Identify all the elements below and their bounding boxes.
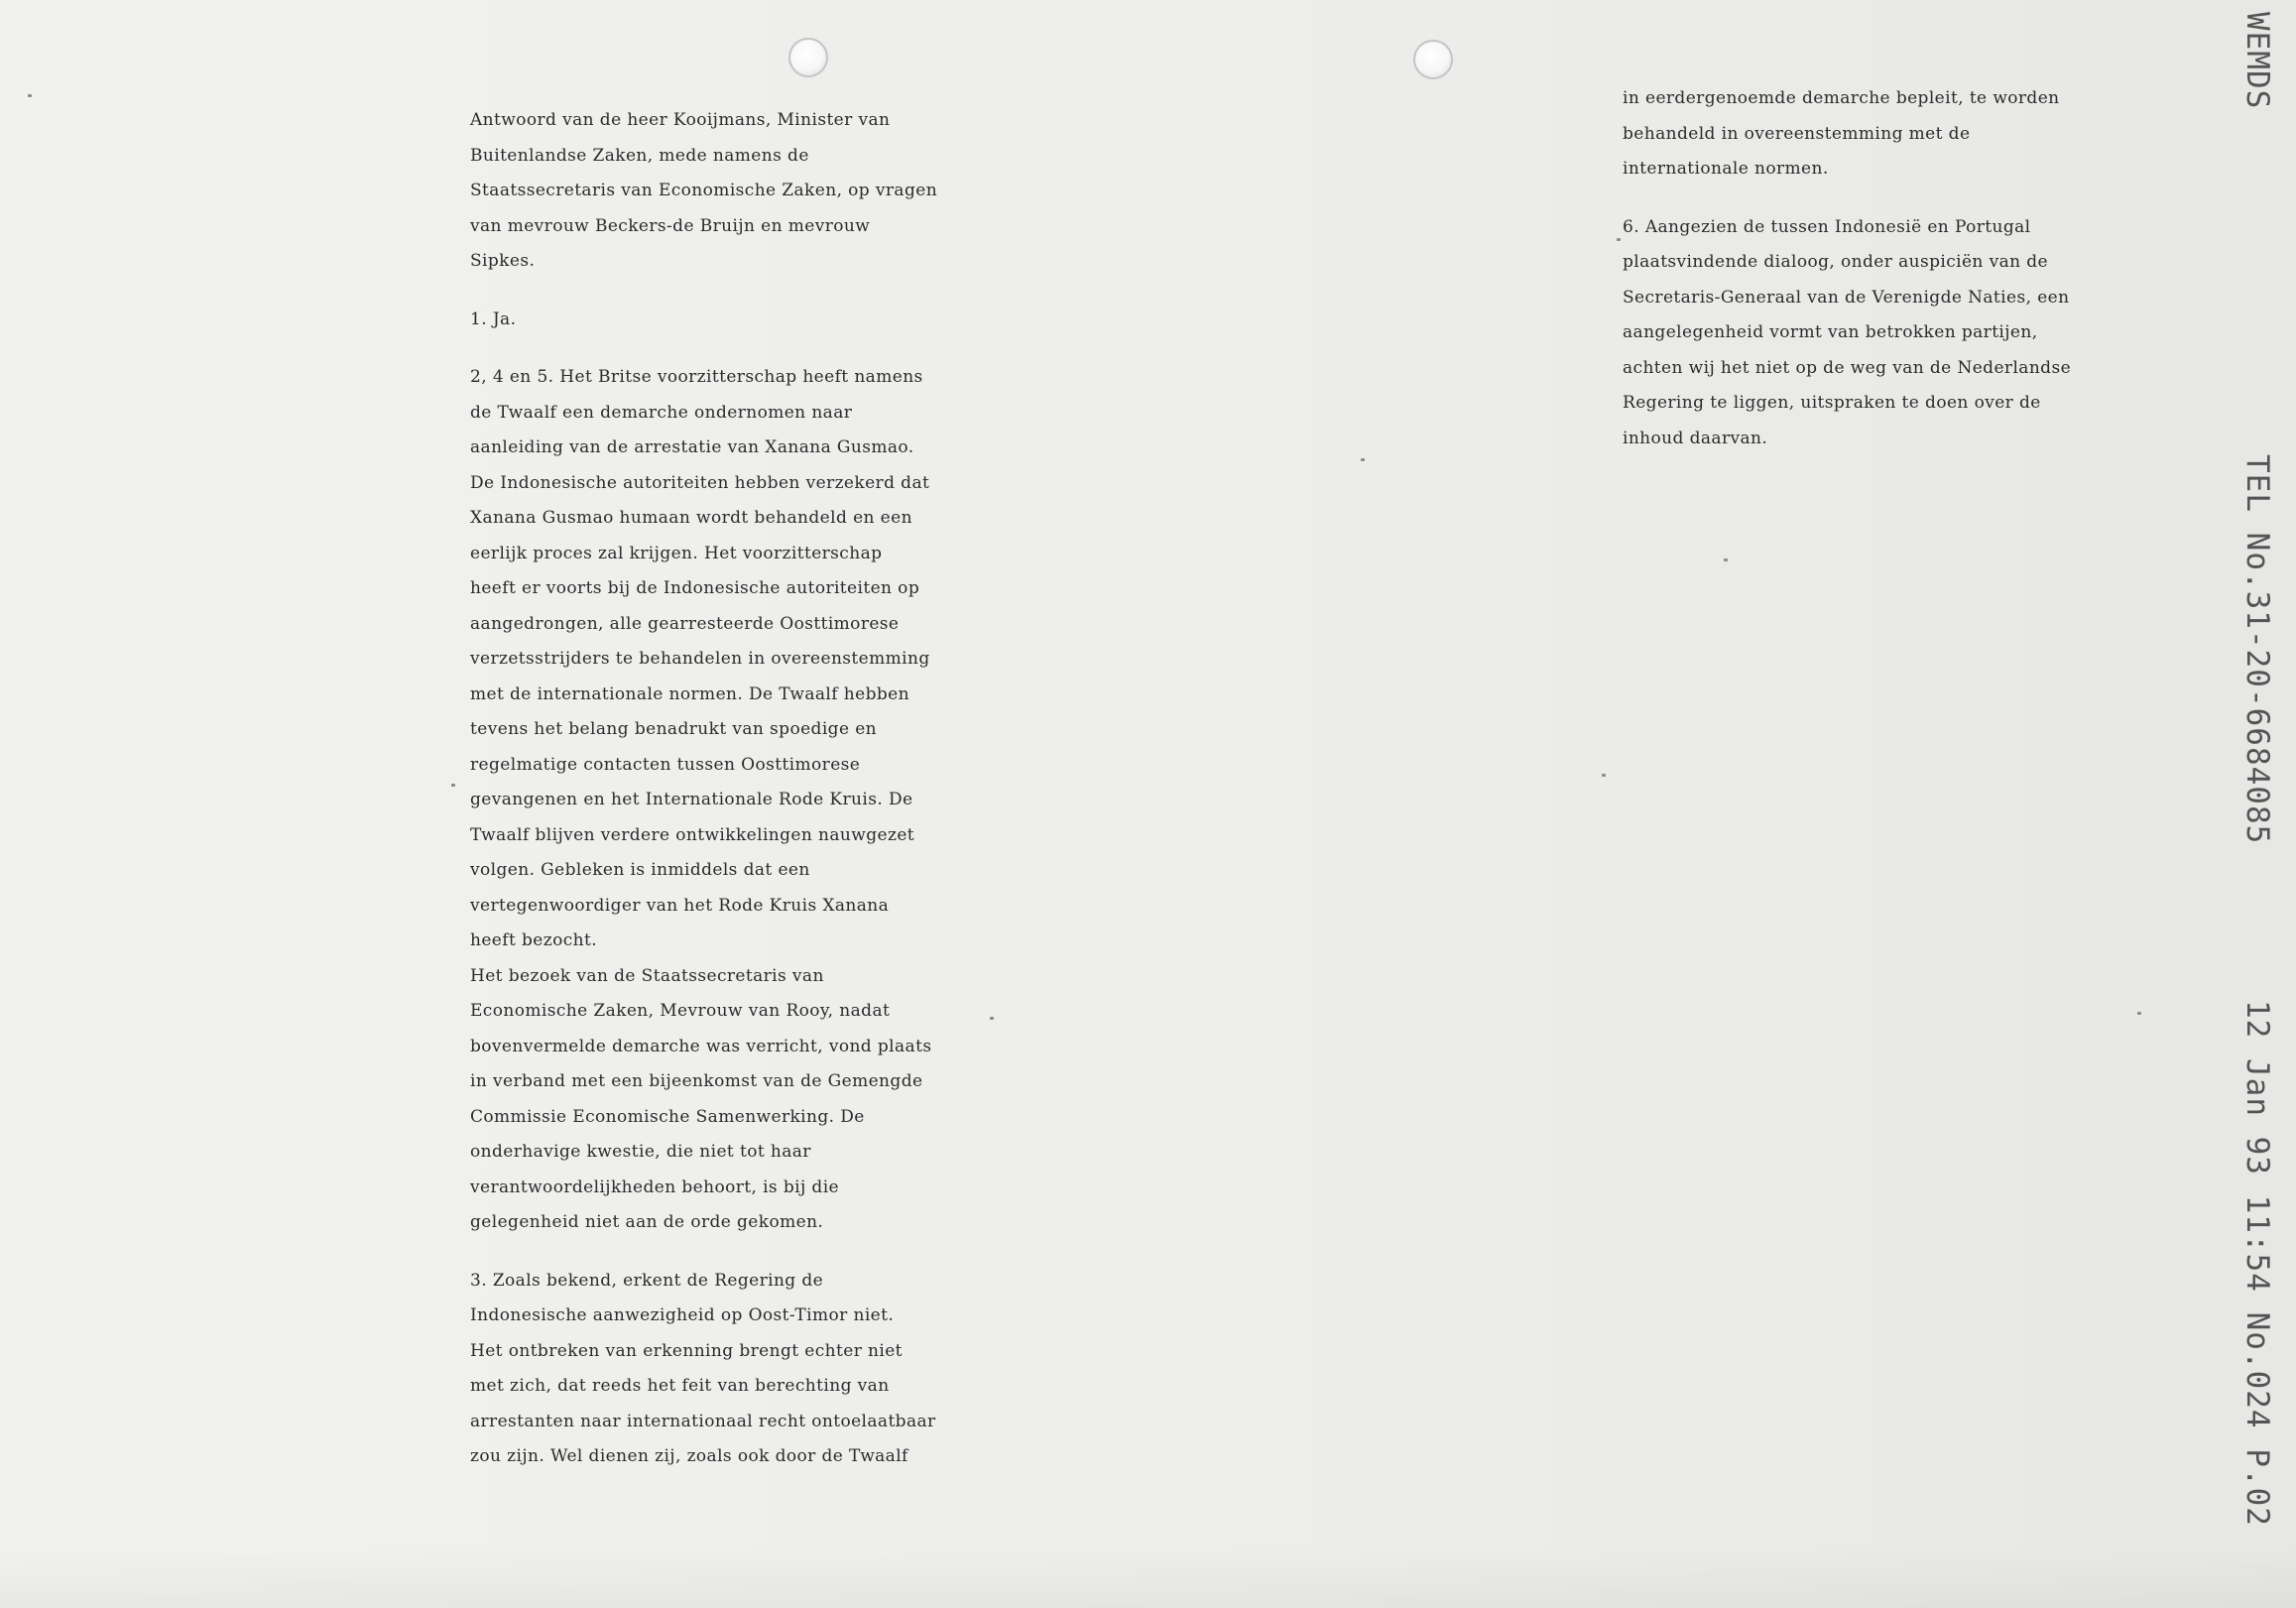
scan-speck	[451, 784, 455, 787]
text-line: regelmatige contacten tussen Oosttimorese	[470, 754, 861, 775]
text-line: 3. Zoals bekend, erkent de Regering de	[470, 1270, 824, 1291]
text-line: met de internationale normen. De Twaalf hebben	[470, 683, 909, 704]
text-line: Het ontbreken van erkenning brengt echter niet	[470, 1340, 903, 1361]
text-line: heeft bezocht.	[470, 930, 598, 950]
text-line: in eerdergenoemde demarche bepleit, te worden	[1623, 88, 2060, 108]
answer-3-paragraph	[470, 1264, 986, 1475]
text-line: tevens het belang benadrukt van spoedige en	[470, 719, 878, 739]
text-line: aangedrongen, alle gearresteerde Oosttimorese	[470, 613, 900, 634]
text-line: onderhavige kwestie, die niet tot haar	[470, 1142, 811, 1162]
text-line: Het bezoek van de Staatssecretaris van	[470, 965, 824, 986]
answer-2-paragraph	[470, 360, 986, 1241]
text-line: inhoud daarvan.	[1623, 428, 1768, 448]
fax-date-page-stamp: 12 Jan 93 11:54 No.024 P.02	[2239, 1000, 2275, 1527]
text-line: arrestanten naar internationaal recht ontoelaatbaar	[470, 1411, 936, 1431]
text-line: in verband met een bijeenkomst van de Gemengde	[470, 1071, 923, 1091]
text-line: Indonesische aanwezigheid op Oost-Timor niet.	[470, 1305, 895, 1325]
text-line: verantwoordelijkheden behoort, is bij die	[470, 1176, 840, 1197]
text-line: met zich, dat reeds het feit van berechting van	[470, 1376, 890, 1396]
text-line: de Twaalf een demarche ondernomen naar	[470, 402, 853, 423]
text-line: vertegenwoordiger van het Rode Kruis Xanana	[470, 895, 890, 916]
left-text-column	[470, 103, 986, 1498]
text-line: behandeld in overeenstemming met de	[1623, 123, 1971, 144]
text-line: bovenvermelde demarche was verricht, vond plaats	[470, 1036, 932, 1056]
answer-1-paragraph	[470, 303, 986, 338]
right-text-column	[1623, 81, 2099, 479]
text-line: Regering te liggen, uitspraken te doen over de	[1623, 393, 2041, 413]
text-line: eerlijk proces zal krijgen. Het voorzitterschap	[470, 543, 883, 563]
text-line: verzetsstrijders te behandelen in overeenstemming	[470, 649, 930, 669]
text-line: 6. Aangezien de tussen Indonesië en Portugal	[1623, 216, 2031, 237]
text-line: plaatsvindende dialoog, onder auspiciën van de	[1623, 252, 2049, 272]
scan-speck	[990, 1017, 994, 1020]
text-line: achten wij het niet op de weg van de Nederlandse	[1623, 357, 2072, 378]
text-line: Twaalf blijven verdere ontwikkelingen nauwgezet	[470, 824, 915, 845]
scan-speck	[1617, 238, 1621, 241]
intro-paragraph	[470, 103, 986, 280]
text-line: zou zijn. Wel dienen zij, zoals ook door de Twaalf	[470, 1446, 908, 1466]
text-line: De Indonesische autoriteiten hebben verzekerd dat	[470, 472, 930, 493]
text-line: gelegenheid niet aan de orde gekomen.	[470, 1212, 824, 1232]
punch-hole-left	[788, 38, 828, 77]
text-line: Buitenlandse Zaken, mede namens de	[470, 145, 809, 166]
page-shadow	[0, 1548, 2296, 1608]
text-line: Xanana Gusmao humaan wordt behandeld en een	[470, 508, 912, 528]
text-line: volgen. Gebleken is inmiddels dat een	[470, 860, 810, 880]
text-line: Staatssecretaris van Economische Zaken, op vragen	[470, 181, 938, 200]
text-line: Antwoord van de heer Kooijmans, Minister van	[470, 110, 891, 130]
text-line: gevangenen en het Internationale Rode Kruis. De	[470, 790, 913, 809]
scan-speck	[1361, 458, 1365, 461]
scan-speck	[1602, 774, 1606, 777]
text-line: heeft er voorts bij de Indonesische autoriteiten op	[470, 578, 920, 598]
text-line: 2, 4 en 5. Het Britse voorzitterschap heeft namens	[470, 367, 923, 387]
text-line: Sipkes.	[470, 251, 536, 271]
scan-speck	[28, 94, 32, 97]
continuation-paragraph	[1623, 81, 2099, 187]
text-line: 1. Ja.	[470, 309, 517, 329]
scan-speck	[2137, 1012, 2141, 1015]
text-line: internationale normen.	[1623, 159, 1829, 179]
text-line: Economische Zaken, Mevrouw van Rooy, nadat	[470, 1001, 891, 1021]
text-line: Secretaris-Generaal van de Verenigde Naties, een	[1623, 287, 2070, 308]
answer-6-paragraph	[1623, 210, 2099, 457]
text-line: aangelegenheid vormt van betrokken partijen,	[1623, 322, 2038, 342]
text-line: Commissie Economische Samenwerking. De	[470, 1106, 865, 1127]
fax-sender-id: WEMDS	[2239, 12, 2275, 110]
punch-hole-right	[1413, 40, 1453, 79]
scan-speck	[1724, 558, 1728, 561]
text-line: aanleiding van de arrestatie van Xanana Gusmao.	[470, 437, 914, 457]
text-line: van mevrouw Beckers-de Bruijn en mevrouw	[470, 215, 871, 236]
fax-telephone-number: TEL No.31-20-6684085	[2239, 454, 2275, 845]
